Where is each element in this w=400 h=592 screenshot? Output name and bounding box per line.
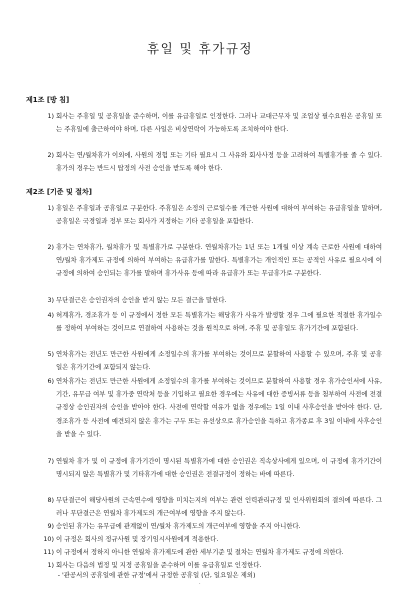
item-text: 무단결근은 승인권자의 승인을 받지 않는 모든 결근을 말한다. (56, 296, 227, 304)
item-number: 11) (43, 548, 54, 556)
item-text: 회사는 다음의 법정 및 지정 공휴일을 준수하며 이를 유급휴일로 인정한다. (56, 561, 262, 569)
list-item (47, 375, 382, 441)
list-item (47, 294, 382, 307)
article-heading: 제1조 [방 침] (26, 96, 70, 104)
item-number: 1) (47, 204, 54, 212)
item-number: 8) (47, 496, 54, 504)
list-item (47, 149, 382, 175)
item-text: 허계휴가, 경조휴가 등 이 규정에서 정한 모든 특별휴가는 해당휴가 사유가 발생할 경우 그에 필요한 적절한 휴가일수를 정하여 부여하는 것이므로 연결하여 사용하는 것을 원칙으로 하며, 주휴 및 공휴일도 휴가기간에 포함된다. (56, 311, 382, 333)
document-title: 휴일 및 휴가규정 (147, 41, 253, 56)
item-text: 이 규정에서 정하지 아니한 연월차 휴가제도에 관한 세부기준 및 절차는 연월차 휴가제도 규정에 의한다. (56, 548, 344, 556)
list-item (47, 241, 382, 281)
item-number: 4) (47, 311, 54, 319)
list-item (57, 569, 388, 582)
item-number: 2) (47, 151, 54, 159)
item-text: 연월차 휴가 및 이 규정에 휴가기간이 명시된 특별휴가에 대한 승인권은 직속상사에게 있으며, 이 규정에 휴가기간이 명시되지 않은 특별휴가 및 기타휴가에 대한 승인권은 전결규정이 정하는 바에 따른다. (56, 457, 382, 479)
list-item (47, 494, 382, 520)
list-item (47, 110, 382, 136)
item-number: 3) (47, 296, 54, 304)
item-number: - (57, 571, 60, 579)
list-item (47, 202, 382, 228)
item-number: 9) (47, 522, 54, 530)
item-number: 2) (47, 243, 54, 251)
item-text: 연차휴가는 전년도 만근한 사원에게 소정일수의 휴가를 부여하는 것이므로 분할하여 사용할 수 있으며, 주휴 및 공휴일은 휴가기간에 포함되지 않는다. (56, 350, 382, 372)
item-number: 7) (47, 457, 54, 465)
item-text: 회사는 연/월차휴가 이외에, 사원의 경험 또는 기타 필요시 그 사유와 회사사정 등을 고려하여 특별휴가를 줄 수 있다. 휴가의 경우는 반드시 탑정의 사전 승인을 받도록 해야 한다. (56, 151, 382, 173)
item-number: 5) (47, 350, 54, 358)
list-item (47, 455, 382, 481)
list-item (43, 546, 382, 559)
page-marker: . (199, 580, 201, 586)
item-text: 연차휴가는 전년도 만근한 사원에게 소정일수의 휴가를 부여하는 것이므로 분할하여 사용할 경우 휴가승인서에 사유, 기간, 유무급 여부 및 휴가중 연락처 등을 기입하고 필요한 경우에는 사유에 대한 증빙서류 등을 첨부하여 사전에 전결규정상 승인권자의 승인을 받아야 한다. 사전에 연락할 여유가 없을 경우에는 1일 이내 사후승인을 받아야 한다. 단, 경조휴가 등 사전에 예견되지 않은 휴가는 구두 또는 유선상으로 휴가승인을 득하고 휴가종료 후 3일 이내에 사후승인을 받을 수 있다. (56, 377, 382, 438)
item-number: 10) (43, 535, 54, 543)
list-item (47, 348, 382, 374)
item-text: 이 규정은 회사의 정규사원 및 장기임시사원에게 적용한다. (56, 535, 219, 543)
item-number: 1) (47, 112, 54, 120)
item-number: 1) (47, 561, 54, 569)
item-text: 승인된 휴가는 유무급에 관계없이 연/월차 휴가제도의 개근여부에 영향을 주지 아니한다. (56, 522, 301, 530)
item-number: 6) (47, 377, 54, 385)
list-item (47, 520, 382, 533)
article-heading: 제2조 [기준 및 절차] (26, 188, 92, 196)
item-text: 휴일은 주휴일과 공휴일로 구분한다. 주휴일은 소정의 근로일수를 개근한 사원에 대하여 부여하는 유급휴일을 말하며, 공휴일은 국경일과 정부 또는 회사가 지정하는 기타 공휴일을 포함한다. (56, 204, 382, 226)
item-text: 휴가는 연차휴가, 월차휴가 및 특별휴가로 구분한다. 연월차휴가는 1년 또는 1개월 이상 계속 근로한 사원에 대하여 연/월차 휴가제도 규정에 의하여 부여하는 유급휴가를 말한다. 특별휴가는 개인적인 또는 공적인 사유로 필요시에 이 규정에 의하여 승인되는 휴가를 말하며 휴가사유 등에 따라 유급휴가 또는 무급휴가로 구분한다. (56, 243, 382, 278)
item-text: 회사는 주휴일 및 공휴일을 준수하며, 이를 유급휴일로 인정한다. 그러나 교대근무자 및 조업상 필수요원은 공휴일 또는 주휴일에 출근하여야 하며, 다른 사일은 비상연락이 가능하도록 조치하여야 한다. (56, 112, 382, 134)
list-item (47, 309, 382, 335)
item-text: '관공서의 공휴일에 관한 규정'에서 규정한 공휴일 (단, 일요일은 제외) (62, 571, 256, 579)
list-item (43, 533, 382, 546)
item-text: 무단결근이 해당사원의 근속연수에 영향을 미치는지의 여부는 관련 인력관리규정 및 인사위원회의 결의에 따른다. 그러나 무단결근은 연월차 휴가제도의 개근여부에 영향을 주지 않는다. (56, 496, 382, 518)
